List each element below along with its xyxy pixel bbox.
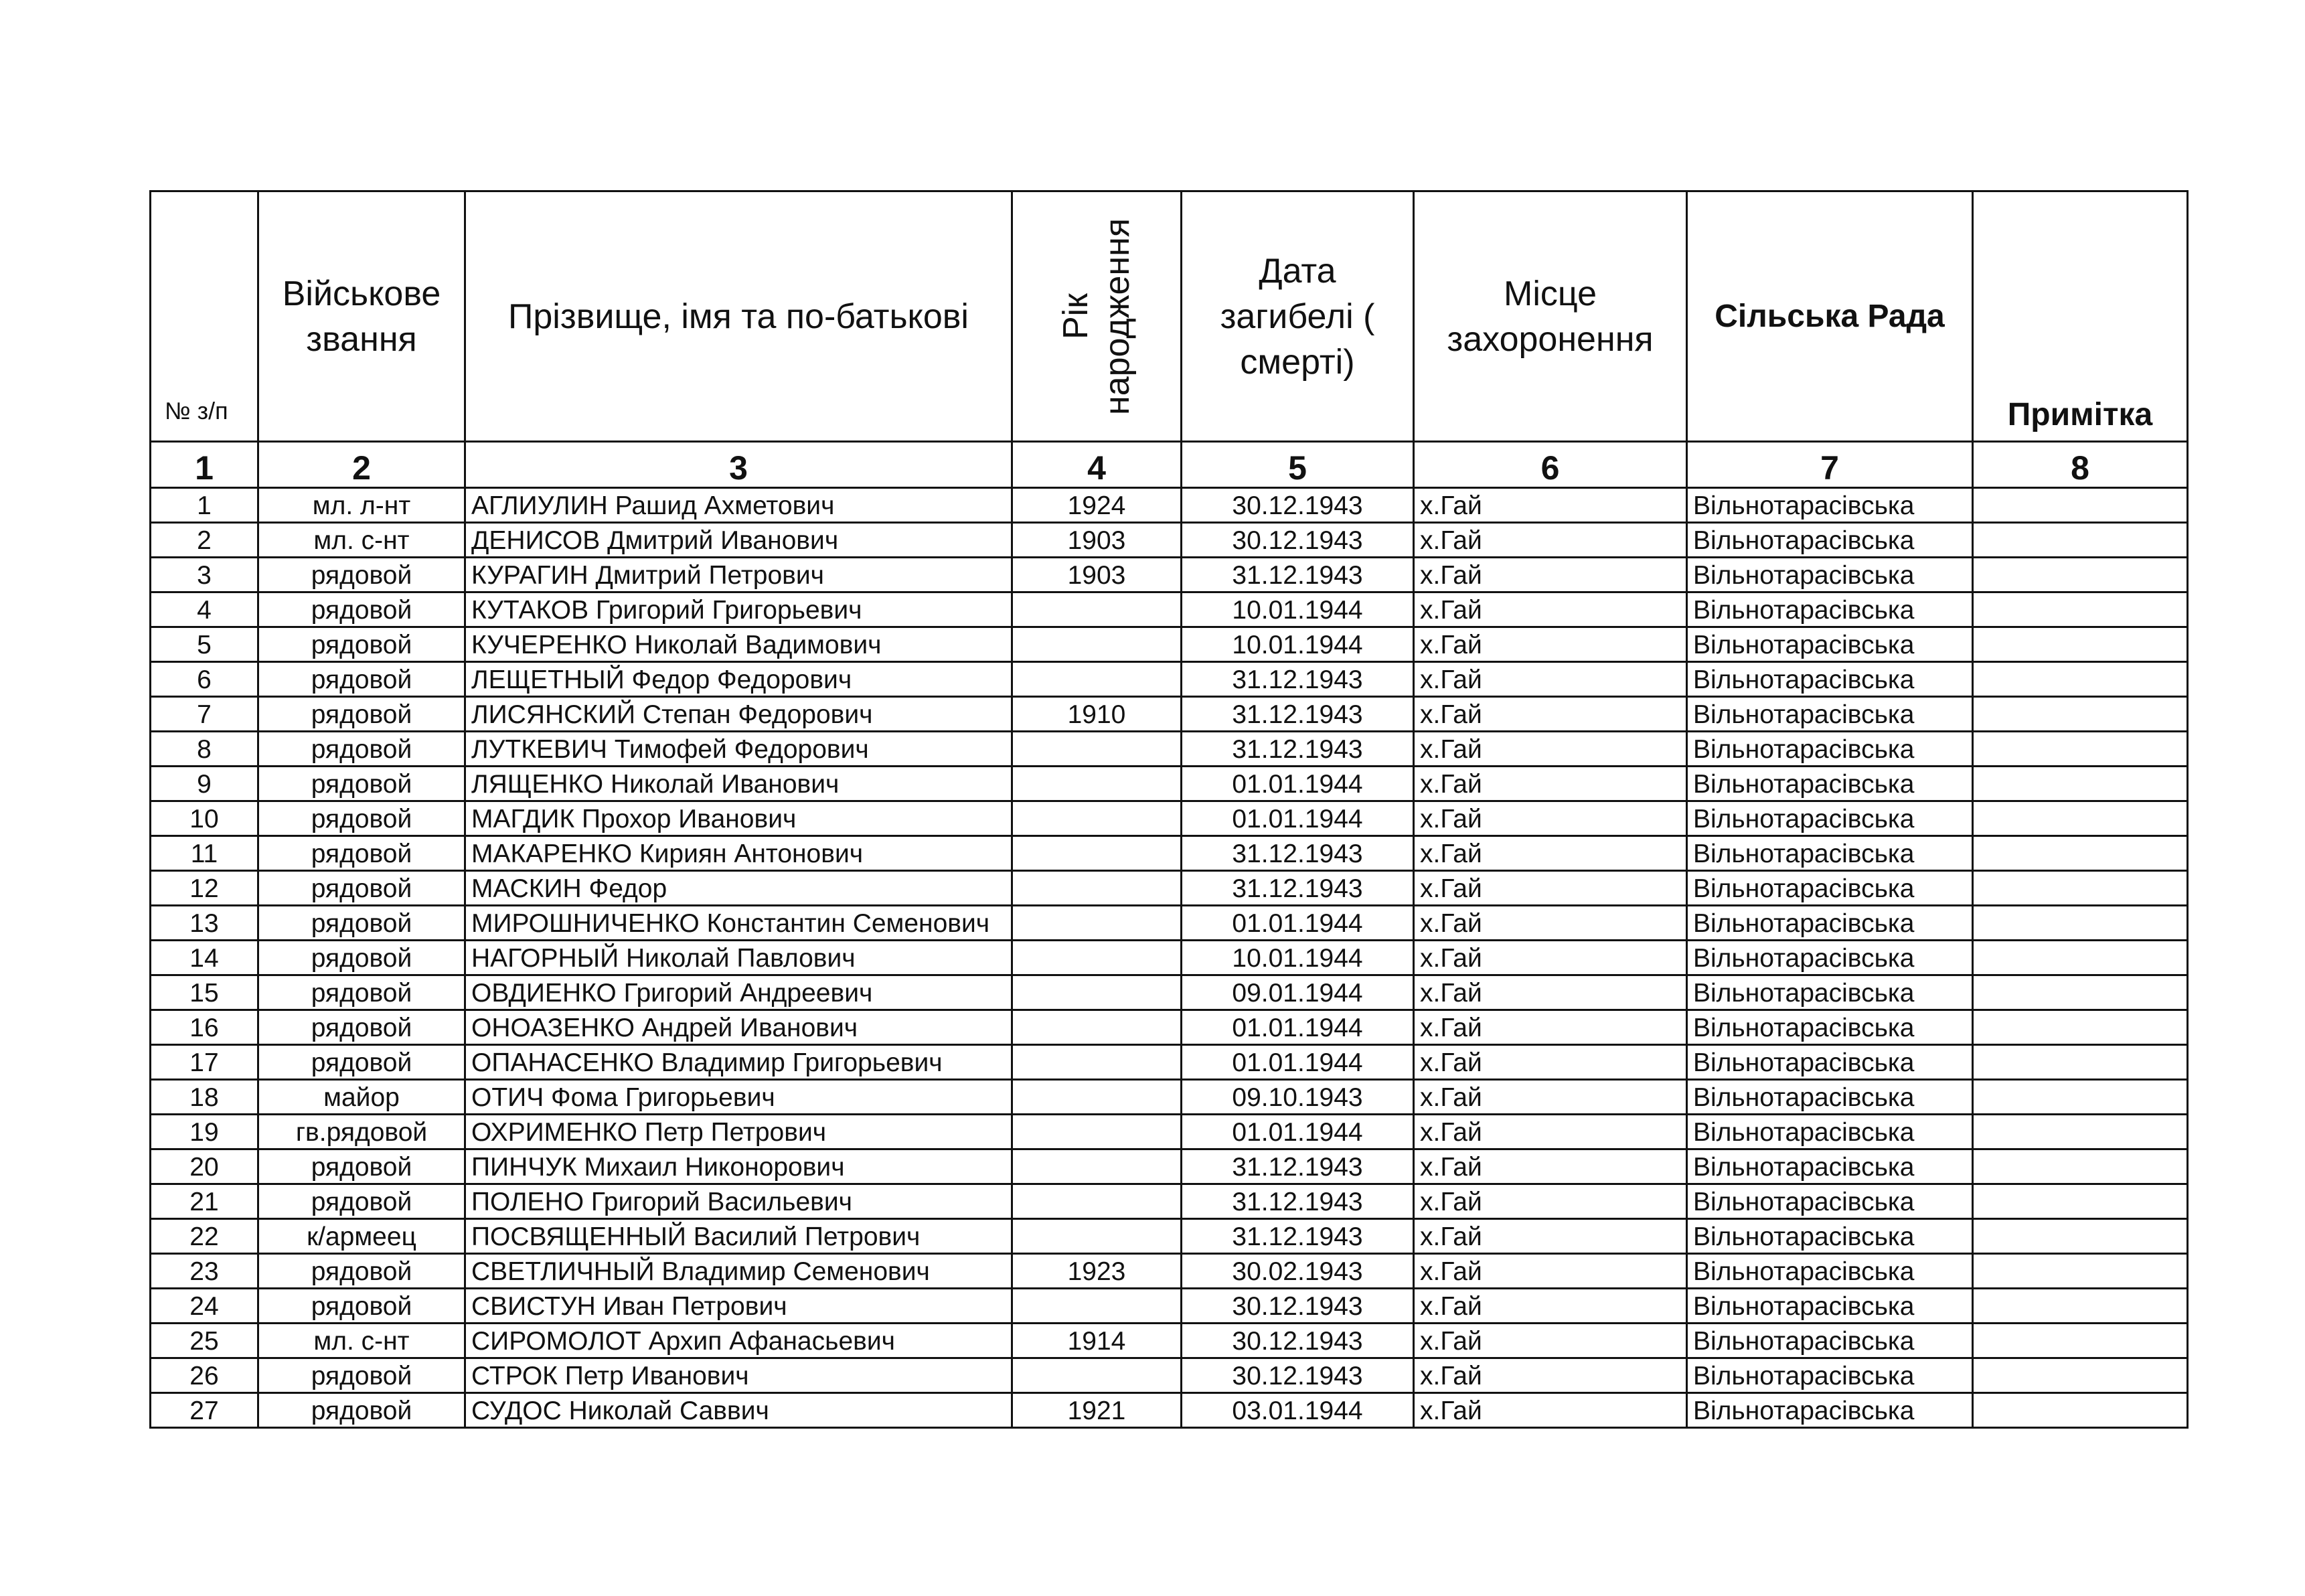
village-council-cell: Вільнотарасівська [1687,906,1973,941]
death-date-cell: 10.01.1944 [1182,941,1414,975]
header-burial-place: Місце захоронення [1414,191,1687,442]
death-date-cell: 31.12.1943 [1182,1184,1414,1219]
row-number-cell: 19 [151,1115,258,1149]
table-row [151,523,2188,558]
table-row [151,871,2188,906]
note-cell [1973,871,2188,906]
birth-year-cell: 1924 [1012,488,1182,523]
military-rank-cell: рядовой [258,941,465,975]
header-row [151,191,2188,442]
birth-year-cell [1012,627,1182,662]
note-cell [1973,1149,2188,1184]
death-date-cell: 30.12.1943 [1182,1358,1414,1393]
table-row [151,836,2188,871]
table-row [151,488,2188,523]
full-name-cell: МАСКИН Федор [465,871,1012,906]
note-cell [1973,1289,2188,1324]
birth-year-cell [1012,732,1182,767]
burial-place-cell: х.Гай [1414,871,1687,906]
full-name-cell: ЛЯЩЕНКО Николай Иванович [465,767,1012,801]
row-number-cell: 23 [151,1254,258,1289]
burial-place-cell: х.Гай [1414,975,1687,1010]
birth-year-cell [1012,906,1182,941]
birth-year-cell [1012,1219,1182,1254]
death-date-cell: 01.01.1944 [1182,1010,1414,1045]
note-cell [1973,906,2188,941]
note-cell [1973,1254,2188,1289]
birth-year-cell [1012,1358,1182,1393]
death-date-cell: 30.12.1943 [1182,1289,1414,1324]
military-rank-cell: рядовой [258,662,465,697]
table-row [151,592,2188,627]
burial-table [149,190,2189,1429]
village-council-cell: Вільнотарасівська [1687,1115,1973,1149]
village-council-cell: Вільнотарасівська [1687,1219,1973,1254]
burial-place-cell: х.Гай [1414,1115,1687,1149]
column-number: 5 [1182,442,1414,488]
note-cell [1973,732,2188,767]
birth-year-cell [1012,592,1182,627]
column-number: 1 [151,442,258,488]
military-rank-cell: рядовой [258,732,465,767]
military-rank-cell: мл. с-нт [258,1324,465,1358]
row-number-cell: 22 [151,1219,258,1254]
burial-place-cell: х.Гай [1414,523,1687,558]
birth-year-cell [1012,1184,1182,1219]
burial-place-cell: х.Гай [1414,1324,1687,1358]
burial-place-cell: х.Гай [1414,592,1687,627]
note-cell [1973,1184,2188,1219]
table-row [151,941,2188,975]
village-council-cell: Вільнотарасівська [1687,975,1973,1010]
table-row [151,1289,2188,1324]
table-row [151,1219,2188,1254]
burial-place-cell: х.Гай [1414,767,1687,801]
full-name-cell: СУДОС Николай Саввич [465,1393,1012,1428]
header-birth-year-text: Рік народження [1056,218,1137,415]
burial-place-cell: х.Гай [1414,1254,1687,1289]
village-council-cell: Вільнотарасівська [1687,1149,1973,1184]
header-death-date: Дата загибелі ( смерті) [1182,191,1414,442]
full-name-cell: ОПАНАСЕНКО Владимир Григорьевич [465,1045,1012,1080]
birth-year-cell: 1923 [1012,1254,1182,1289]
row-number-cell: 1 [151,488,258,523]
row-number-cell: 20 [151,1149,258,1184]
burial-place-cell: х.Гай [1414,801,1687,836]
row-number-cell: 13 [151,906,258,941]
column-number: 4 [1012,442,1182,488]
note-cell [1973,627,2188,662]
birth-year-cell [1012,1149,1182,1184]
death-date-cell: 10.01.1944 [1182,592,1414,627]
village-council-cell: Вільнотарасівська [1687,1080,1973,1115]
header-num: № з/п [151,191,258,442]
burial-place-cell: х.Гай [1414,1010,1687,1045]
death-date-cell: 01.01.1944 [1182,906,1414,941]
row-number-cell: 24 [151,1289,258,1324]
full-name-cell: КУТАКОВ Григорий Григорьевич [465,592,1012,627]
row-number-cell: 25 [151,1324,258,1358]
birth-year-cell: 1903 [1012,523,1182,558]
military-rank-cell: рядовой [258,1184,465,1219]
full-name-cell: СВЕТЛИЧНЫЙ Владимир Семенович [465,1254,1012,1289]
military-rank-cell: рядовой [258,1010,465,1045]
birth-year-cell [1012,1045,1182,1080]
military-rank-cell: рядовой [258,1289,465,1324]
military-rank-cell: мл. л-нт [258,488,465,523]
table-row [151,1149,2188,1184]
row-number-cell: 27 [151,1393,258,1428]
row-number-cell: 6 [151,662,258,697]
death-date-cell: 31.12.1943 [1182,1149,1414,1184]
table-row [151,732,2188,767]
village-council-cell: Вільнотарасівська [1687,1393,1973,1428]
row-number-cell: 9 [151,767,258,801]
village-council-cell: Вільнотарасівська [1687,801,1973,836]
note-cell [1973,697,2188,732]
death-date-cell: 31.12.1943 [1182,836,1414,871]
table-row [151,801,2188,836]
note-cell [1973,592,2188,627]
village-council-cell: Вільнотарасівська [1687,767,1973,801]
village-council-cell: Вільнотарасівська [1687,1289,1973,1324]
note-cell [1973,1393,2188,1428]
death-date-cell: 31.12.1943 [1182,697,1414,732]
military-rank-cell: рядовой [258,975,465,1010]
table-row [151,1358,2188,1393]
burial-place-cell: х.Гай [1414,1289,1687,1324]
military-rank-cell: рядовой [258,1393,465,1428]
header-name: Прізвище, імя та по-батькові [465,191,1012,442]
row-number-cell: 16 [151,1010,258,1045]
burial-place-cell: х.Гай [1414,627,1687,662]
village-council-cell: Вільнотарасівська [1687,662,1973,697]
full-name-cell: ЛУТКЕВИЧ Тимофей Федорович [465,732,1012,767]
birth-year-cell [1012,801,1182,836]
full-name-cell: АГЛИУЛИН Рашид Ахметович [465,488,1012,523]
table-row [151,1324,2188,1358]
birth-year-cell [1012,767,1182,801]
birth-year-cell: 1921 [1012,1393,1182,1428]
note-cell [1973,1010,2188,1045]
death-date-cell: 30.12.1943 [1182,523,1414,558]
row-number-cell: 2 [151,523,258,558]
death-date-cell: 01.01.1944 [1182,1045,1414,1080]
death-date-cell: 01.01.1944 [1182,1115,1414,1149]
header-birth-year [1012,191,1182,442]
birth-year-cell [1012,1080,1182,1115]
burial-place-cell: х.Гай [1414,488,1687,523]
table-row [151,767,2188,801]
death-date-cell: 30.02.1943 [1182,1254,1414,1289]
note-cell [1973,801,2188,836]
burial-place-cell: х.Гай [1414,558,1687,592]
military-rank-cell: к/армеец [258,1219,465,1254]
note-cell [1973,767,2188,801]
burial-place-cell: х.Гай [1414,1080,1687,1115]
birth-year-cell: 1914 [1012,1324,1182,1358]
burial-place-cell: х.Гай [1414,662,1687,697]
note-cell [1973,488,2188,523]
column-number: 3 [465,442,1012,488]
military-rank-cell: рядовой [258,1045,465,1080]
full-name-cell: КУЧЕРЕНКО Николай Вадимович [465,627,1012,662]
burial-place-cell: х.Гай [1414,1393,1687,1428]
military-rank-cell: рядовой [258,627,465,662]
birth-year-cell [1012,1115,1182,1149]
military-rank-cell: рядовой [258,558,465,592]
full-name-cell: ДЕНИСОВ Дмитрий Иванович [465,523,1012,558]
full-name-cell: ПИНЧУК Михаил Никонорович [465,1149,1012,1184]
village-council-cell: Вільнотарасівська [1687,1324,1973,1358]
burial-place-cell: х.Гай [1414,1219,1687,1254]
military-rank-cell: рядовой [258,871,465,906]
note-cell [1973,1080,2188,1115]
village-council-cell: Вільнотарасівська [1687,1254,1973,1289]
row-number-cell: 15 [151,975,258,1010]
row-number-cell: 10 [151,801,258,836]
village-council-cell: Вільнотарасівська [1687,523,1973,558]
death-date-cell: 09.10.1943 [1182,1080,1414,1115]
death-date-cell: 01.01.1944 [1182,767,1414,801]
military-rank-cell: майор [258,1080,465,1115]
full-name-cell: МАГДИК Прохор Иванович [465,801,1012,836]
table-row [151,558,2188,592]
death-date-cell: 31.12.1943 [1182,732,1414,767]
note-cell [1973,836,2188,871]
burial-place-cell: х.Гай [1414,1045,1687,1080]
village-council-cell: Вільнотарасівська [1687,732,1973,767]
column-number: 2 [258,442,465,488]
military-rank-cell: рядовой [258,767,465,801]
village-council-cell: Вільнотарасівська [1687,1010,1973,1045]
burial-place-cell: х.Гай [1414,732,1687,767]
death-date-cell: 30.12.1943 [1182,488,1414,523]
death-date-cell: 09.01.1944 [1182,975,1414,1010]
row-number-cell: 18 [151,1080,258,1115]
row-number-cell: 11 [151,836,258,871]
full-name-cell: ЛЕЩЕТНЫЙ Федор Федорович [465,662,1012,697]
birth-year-cell [1012,1289,1182,1324]
military-rank-cell: рядовой [258,801,465,836]
row-number-cell: 3 [151,558,258,592]
full-name-cell: ОТИЧ Фома Григорьевич [465,1080,1012,1115]
row-number-cell: 21 [151,1184,258,1219]
burial-place-cell: х.Гай [1414,941,1687,975]
village-council-cell: Вільнотарасівська [1687,1045,1973,1080]
note-cell [1973,1115,2188,1149]
full-name-cell: ЛИСЯНСКИЙ Степан Федорович [465,697,1012,732]
column-number: 7 [1687,442,1973,488]
full-name-cell: НАГОРНЫЙ Николай Павлович [465,941,1012,975]
row-number-cell: 5 [151,627,258,662]
table-row [151,1045,2188,1080]
military-rank-cell: рядовой [258,1254,465,1289]
header-council: Сільська Рада [1687,191,1973,442]
birth-year-cell [1012,662,1182,697]
village-council-cell: Вільнотарасівська [1687,836,1973,871]
table-row [151,1254,2188,1289]
death-date-cell: 03.01.1944 [1182,1393,1414,1428]
full-name-cell: ОНОАЗЕНКО Андрей Иванович [465,1010,1012,1045]
table-row [151,975,2188,1010]
table-row [151,1080,2188,1115]
column-number: 6 [1414,442,1687,488]
death-date-cell: 01.01.1944 [1182,801,1414,836]
table-row [151,1010,2188,1045]
death-date-cell: 31.12.1943 [1182,1219,1414,1254]
note-cell [1973,523,2188,558]
burial-place-cell: х.Гай [1414,836,1687,871]
full-name-cell: СВИСТУН Иван Петрович [465,1289,1012,1324]
note-cell [1973,1358,2188,1393]
birth-year-cell: 1910 [1012,697,1182,732]
birth-year-cell [1012,1010,1182,1045]
full-name-cell: ОВДИЕНКО Григорий Андреевич [465,975,1012,1010]
death-date-cell: 10.01.1944 [1182,627,1414,662]
birth-year-cell [1012,941,1182,975]
column-number: 8 [1973,442,2188,488]
birth-year-cell [1012,871,1182,906]
header-rank: Військове звання [258,191,465,442]
row-number-cell: 12 [151,871,258,906]
column-number-row [151,442,2188,488]
death-date-cell: 31.12.1943 [1182,558,1414,592]
row-number-cell: 14 [151,941,258,975]
military-rank-cell: рядовой [258,1358,465,1393]
military-rank-cell: рядовой [258,906,465,941]
row-number-cell: 7 [151,697,258,732]
birth-year-cell: 1903 [1012,558,1182,592]
village-council-cell: Вільнотарасівська [1687,941,1973,975]
birth-year-cell [1012,975,1182,1010]
village-council-cell: Вільнотарасівська [1687,592,1973,627]
burial-place-cell: х.Гай [1414,1184,1687,1219]
full-name-cell: СТРОК Петр Иванович [465,1358,1012,1393]
military-rank-cell: мл. с-нт [258,523,465,558]
row-number-cell: 17 [151,1045,258,1080]
military-rank-cell: рядовой [258,697,465,732]
note-cell [1973,1219,2188,1254]
row-number-cell: 26 [151,1358,258,1393]
full-name-cell: МАКАРЕНКО Кириян Антонович [465,836,1012,871]
burial-place-cell: х.Гай [1414,906,1687,941]
note-cell [1973,941,2188,975]
row-number-cell: 8 [151,732,258,767]
note-cell [1973,662,2188,697]
table-row [151,1115,2188,1149]
note-cell [1973,558,2188,592]
village-council-cell: Вільнотарасівська [1687,627,1973,662]
burial-place-cell: х.Гай [1414,1358,1687,1393]
full-name-cell: ОХРИМЕНКО Петр Петрович [465,1115,1012,1149]
death-date-cell: 30.12.1943 [1182,1324,1414,1358]
full-name-cell: СИРОМОЛОТ Архип Афанасьевич [465,1324,1012,1358]
burial-place-cell: х.Гай [1414,1149,1687,1184]
table-row [151,627,2188,662]
military-rank-cell: рядовой [258,836,465,871]
table-row [151,906,2188,941]
note-cell [1973,1324,2188,1358]
burial-list-sheet [149,190,2189,1429]
military-rank-cell: рядовой [258,592,465,627]
full-name-cell: МИРОШНИЧЕНКО Константин Семенович [465,906,1012,941]
table-row [151,1393,2188,1428]
table-row [151,662,2188,697]
table-row [151,697,2188,732]
header-note: Примітка [1973,191,2188,442]
village-council-cell: Вільнотарасівська [1687,871,1973,906]
full-name-cell: КУРАГИН Дмитрий Петрович [465,558,1012,592]
death-date-cell: 31.12.1943 [1182,662,1414,697]
village-council-cell: Вільнотарасівська [1687,488,1973,523]
note-cell [1973,975,2188,1010]
table-row [151,1184,2188,1219]
village-council-cell: Вільнотарасівська [1687,558,1973,592]
village-council-cell: Вільнотарасівська [1687,697,1973,732]
village-council-cell: Вільнотарасівська [1687,1358,1973,1393]
note-cell [1973,1045,2188,1080]
row-number-cell: 4 [151,592,258,627]
military-rank-cell: рядовой [258,1149,465,1184]
full-name-cell: ПОСВЯЩЕННЫЙ Василий Петрович [465,1219,1012,1254]
military-rank-cell: гв.рядовой [258,1115,465,1149]
full-name-cell: ПОЛЕНО Григорий Васильевич [465,1184,1012,1219]
death-date-cell: 31.12.1943 [1182,871,1414,906]
table-body [151,488,2188,1428]
birth-year-cell [1012,836,1182,871]
village-council-cell: Вільнотарасівська [1687,1184,1973,1219]
burial-place-cell: х.Гай [1414,697,1687,732]
